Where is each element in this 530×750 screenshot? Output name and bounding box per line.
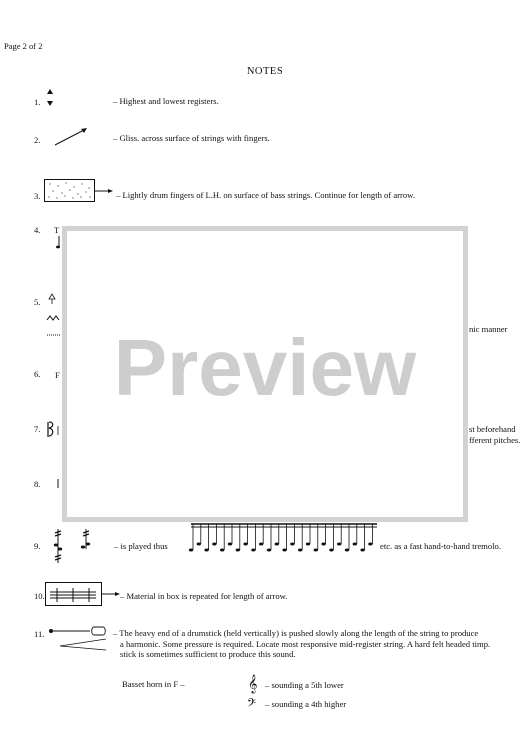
gliss-arrow-icon	[54, 127, 90, 147]
note-text-3: – Lightly drum fingers of L.H. on surface of bass strings. Continue for length of arrow.	[116, 190, 415, 200]
page-indicator: Page 2 of 2	[4, 41, 43, 51]
page-title: NOTES	[246, 66, 284, 77]
clefs-icon	[246, 672, 262, 712]
note-text-11a: – The heavy end of a drumstick (held vertically) is pushed slowly along the length of the string to produce	[113, 628, 479, 638]
note-number-6: 6.	[34, 369, 41, 379]
note-fragment-7b: fferent pitches.	[469, 435, 521, 445]
note-text-11b: a harmonic. Some pressure is required. Locate most responsive mid-register string. A hard felt headed timp.	[120, 639, 491, 649]
note-number-3: 3.	[34, 191, 41, 201]
note-number-7: 7.	[34, 424, 41, 434]
basset-treble-text: – sounding a 5th lower	[265, 680, 344, 690]
note-text-10: – Material in box is repeated for length of arrow.	[120, 591, 288, 601]
repeat-box-icon	[45, 582, 123, 608]
note-number-11: 11.	[34, 629, 45, 639]
register-arrows-icon	[46, 89, 56, 107]
note-fragment-6: F	[55, 370, 60, 380]
drumstick-harmonic-icon	[46, 624, 108, 652]
tremolo-beamed-notes-icon	[189, 522, 379, 556]
note-number-8: 8.	[34, 479, 41, 489]
note-fragment-5: nic manner	[469, 324, 508, 334]
harmonic-fragment-icon	[47, 294, 61, 344]
note-number-10: 10.	[34, 591, 45, 601]
note-text-2: – Gliss. across surface of strings with fingers.	[113, 133, 270, 143]
mark-fragment-icon	[56, 479, 60, 489]
note-fragment-7a: st beforehand	[469, 424, 516, 434]
svg-text:𝄞: 𝄞	[248, 674, 258, 693]
basset-bass-text: – sounding a 4th higher	[265, 699, 347, 709]
note-text-9a: – is played thus	[114, 541, 168, 551]
note-text-9b: etc. as a fast hand-to-hand tremolo.	[380, 541, 501, 551]
note-number-1: 1.	[34, 97, 41, 107]
preview-watermark-text: Preview	[113, 323, 417, 412]
tremolo-notation-icon	[50, 527, 94, 567]
clef-fragment-icon	[46, 421, 62, 439]
note-number-5: 5.	[34, 297, 41, 307]
svg-text:𝄢: 𝄢	[247, 697, 257, 713]
note-number-9: 9.	[34, 541, 41, 551]
note-text-11c: stick is sometimes sufficient to produce this sound.	[120, 649, 296, 659]
drum-fingers-box-icon	[44, 179, 116, 203]
basset-horn-label: Basset horn in F –	[122, 679, 185, 689]
note-text-1: – Highest and lowest registers.	[113, 96, 219, 106]
note-number-4: 4.	[34, 225, 41, 235]
note-fragment-4: T	[54, 225, 60, 235]
note-number-2: 2.	[34, 135, 41, 145]
